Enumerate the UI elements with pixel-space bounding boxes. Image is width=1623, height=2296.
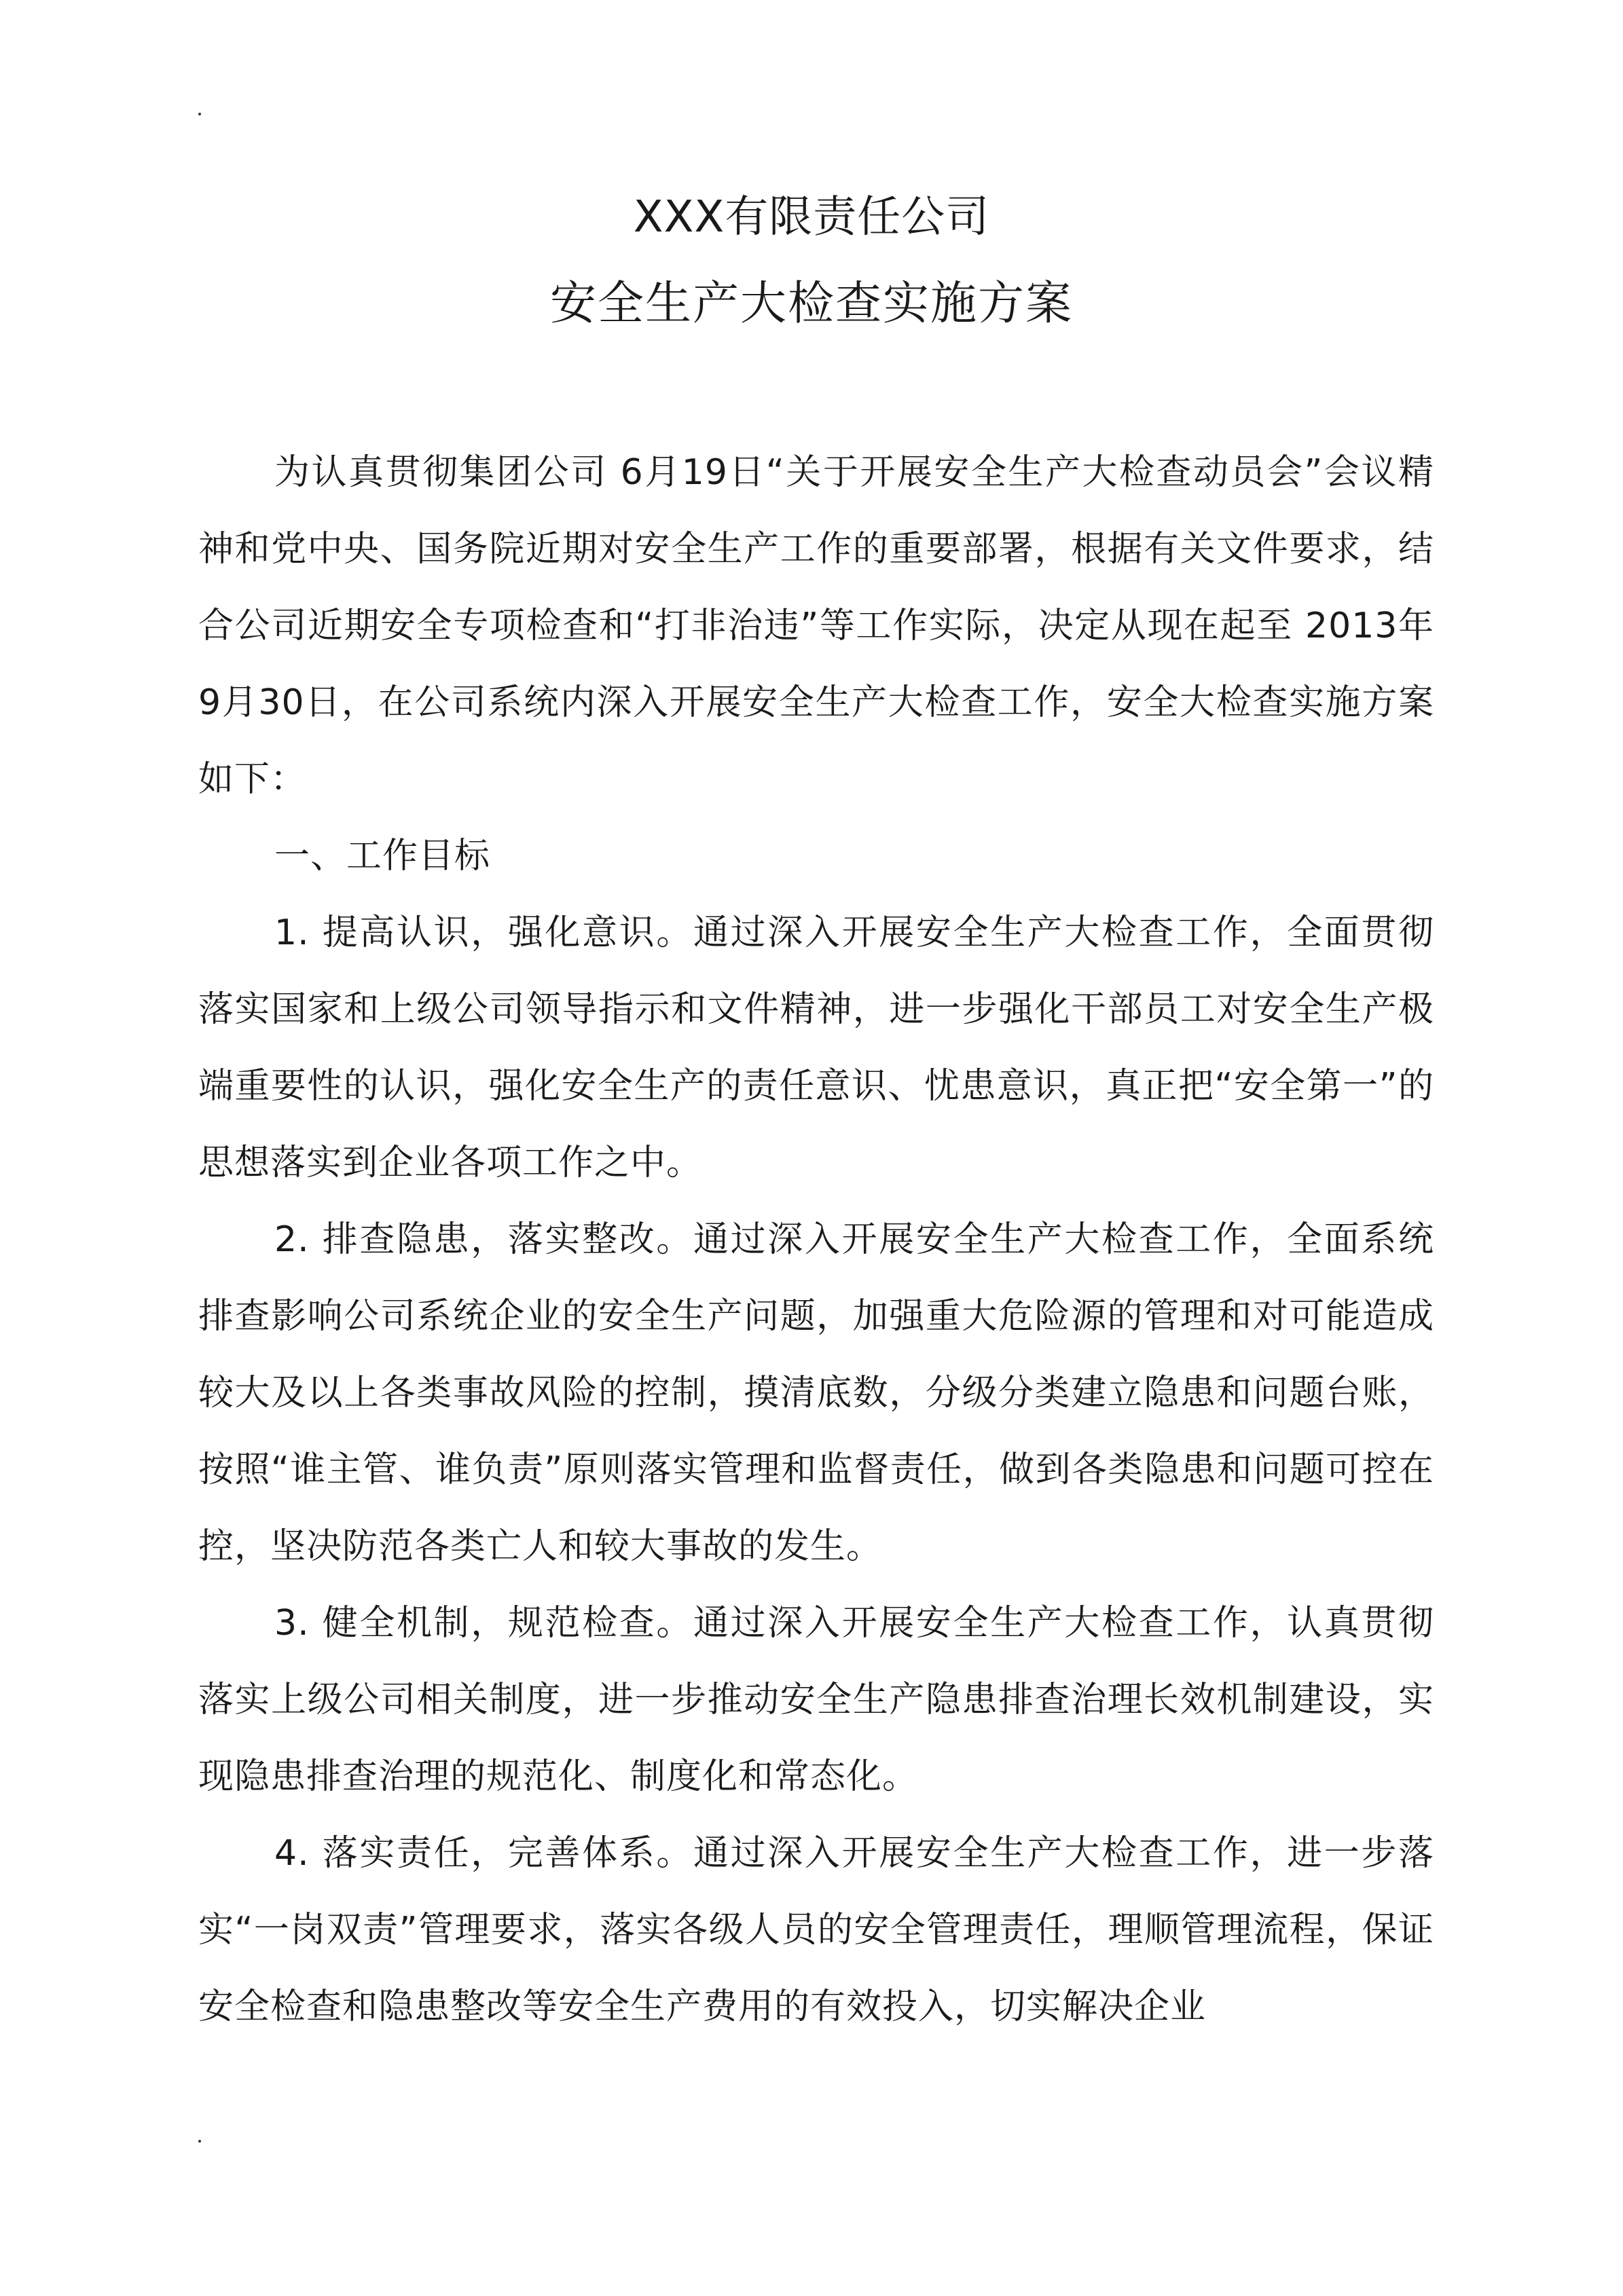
section-heading: 一、工作目标 <box>274 836 491 876</box>
document-body <box>198 434 1434 2045</box>
goal-item-4: 4. 落实责任，完善体系。通过深入开展安全生产大检查工作，进一步落实“一岗双责”管理要求，落实各级人员的安全管理责任，理顺管理流程，保证安全检查和隐患整改等安全生产费用的有效投入，切实解决企业 <box>198 1833 1434 2027</box>
page-marker-dot <box>198 2140 201 2143</box>
page-marker-dot <box>198 113 201 115</box>
goal-item-3: 3. 健全机制，规范检查。通过深入开展安全生产大检查工作，认真贯彻落实上级公司相关制度，进一步推动安全生产隐患排查治理长效机制建设，实现隐患排查治理的规范化、制度化和常态化。 <box>198 1603 1434 1797</box>
document-title: 安全生产大检查实施方案 <box>549 277 1073 331</box>
intro-paragraph: 为认真贯彻集团公司 6月19日“关于开展安全生产大检查动员会”会议精神和党中央、国务院近期对安全生产工作的重要部署，根据有关文件要求，结合公司近期安全专项检查和“打非治违”等工作实际，决定从现在起至 2013年9月30日，在公司系统内深入开展安全生产大检查工作，安全大检查实施方案如下： <box>198 452 1434 800</box>
goal-item-2: 2. 排查隐患，落实整改。通过深入开展安全生产大检查工作，全面系统排查影响公司系统企业的安全生产问题，加强重大危险源的管理和对可能造成较大及以上各类事故风险的控制，摸清底数，分级分类建立隐患和问题台账，按照“谁主管、谁负责”原则落实管理和监督责任，做到各类隐患和问题可控在控，坚决防范各类亡人和较大事故的发生。 <box>198 1219 1434 1567</box>
goal-item-1: 1. 提高认识，强化意识。通过深入开展安全生产大检查工作，全面贯彻落实国家和上级公司领导指示和文件精神，进一步强化干部员工对安全生产极端重要性的认识，强化安全生产的责任意识、忧患意识，真正把“安全第一”的思想落实到企业各项工作之中。 <box>198 912 1434 1183</box>
company-name: XXX有限责任公司 <box>633 192 990 242</box>
